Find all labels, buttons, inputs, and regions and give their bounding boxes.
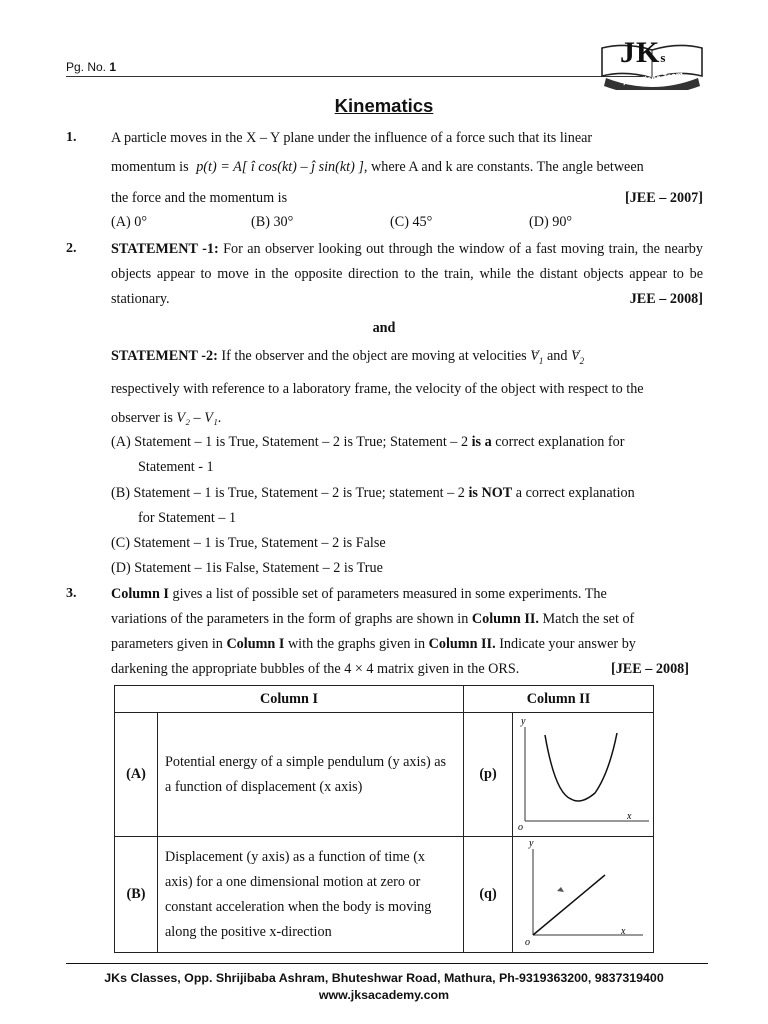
q2-option-d: (D) Statement – 1is False, Statement – 2 is True [111,560,383,576]
q1-line2-a: momentum is [111,159,189,175]
q2-number: 2. [66,241,77,256]
matching-table [114,685,654,953]
q2-s2-text-b: respectively with reference to a laboratory frame, the velocity of the object with respect to the [111,380,644,397]
q1-line3: the force and the momentum is [111,190,288,206]
q1-line2-b: , where A and k are constants. The angle between [363,159,644,175]
q1-option-c: (C) 45° [390,214,433,230]
svg-text:o: o [518,822,523,831]
logo-text: JK [620,36,661,69]
q2-option-a: (A) Statement – 1 is True, Statement – 2 is True; Statement – 2 is a correct explanation for Statement - 1 [111,434,625,475]
graph-q [513,837,654,953]
row-a-label: (A) [115,713,158,837]
v2-symbol: → $V_2$ [571,348,584,364]
row-q-label: (q) [464,837,513,953]
q1-line1: A particle moves in the X – Y plane under the influence of a force such that its linear [111,130,593,146]
q2-option-b: (B) Statement – 1 is True, Statement – 2 is True; statement – 2 is NOT a correct explanation for Statement – 1 [111,485,635,526]
question-2-statement-2: STATEMENT -2: If the observer and the object are moving at velocities → $V_1$ and → $V_2$ respectively with reference to a laboratory frame, the velocity of the object with respect to the observer is V₂ – V₁. [111,344,703,431]
svg-text:x: x [627,811,632,822]
q2-s2-formula: V₂ – V₁ [176,409,218,426]
header-rule [66,76,646,77]
q1-tag: [JEE – 2007] [624,190,703,206]
row-b-label: (B) [115,837,158,953]
column-2-header: Column II [464,686,654,713]
logo-ribbon: An IITians Team [622,69,684,88]
q1-option-a: (A) 0° [111,214,148,230]
q2-option-c: (C) Statement – 1 is True, Statement – 2 is False [111,535,386,551]
question-3: Column I gives a list of possible set of parameters measured in some experiments. The variations of the parameters in the form of graphs are shown in Column II. Match the set of parameters given in Column I with the graphs given in Column II. Indicate your answer by darkening the appropriate bubbles of the 4 × 4 matrix given in the ORS. [JEE – 2008] [111,582,703,682]
q2-s2-label: STATEMENT -2: [111,348,218,364]
v1-symbol: → $V_1$ [530,348,543,364]
parabola-graph-icon [513,713,653,831]
question-1 [111,126,703,211]
svg-text:x: x [621,926,626,937]
linear-graph-icon [513,837,653,947]
footer-rule [66,963,708,964]
logo-sub: s [660,50,667,65]
q2-and: and [372,320,396,336]
graph-p [513,713,654,837]
q1-option-b: (B) 30° [251,214,294,230]
q2-s2-text-c: observer is [111,409,173,426]
q2-s2-text-a: If the observer and the object are moving at velocities [221,348,527,364]
column-1-header: Column I [115,686,464,713]
q1-number: 1. [66,130,77,145]
svg-text:y: y [529,838,534,849]
page-title: Kinematics [334,95,434,116]
q2-and-word: and [546,348,568,364]
q2-tag: JEE – 2008] [629,291,703,307]
svg-text:o: o [525,937,530,947]
row-a-text: Potential energy of a simple pendulum (y axis) as a function of displacement (x axis) [158,713,464,837]
question-2-statement-1 [111,237,703,312]
q3-tag: [JEE – 2008] [610,661,689,677]
page-number-value: 1 [109,60,117,74]
q1-formula: p(t) = A[ î cos(kt) – ĵ sin(kt) ] [196,159,364,175]
jks-logo [596,34,708,90]
row-p-label: (p) [464,713,513,837]
q2-s1-label: STATEMENT -1: [111,241,219,257]
svg-text:y: y [521,716,526,727]
footer-address: JKs Classes, Opp. Shrijibaba Ashram, Bhuteshwar Road, Mathura, Ph-9319363200, 9837319400 [104,971,664,985]
footer-website: www.jksacademy.com [318,988,450,1002]
page-label: Pg. No. [66,60,107,74]
q2-s1-text: For an observer looking out through the window of a fast moving train, the nearby objects appear to move in the opposite direction to the train, while the distant objects appear to be stationary. [111,241,703,307]
row-b-text: Displacement (y axis) as a function of time (x axis) for a one dimensional motion at zero or constant acceleration when the body is moving along the positive x-direction [158,837,464,953]
page-number [66,60,116,74]
q3-number: 3. [66,586,77,601]
q1-option-d: (D) 90° [529,214,573,230]
